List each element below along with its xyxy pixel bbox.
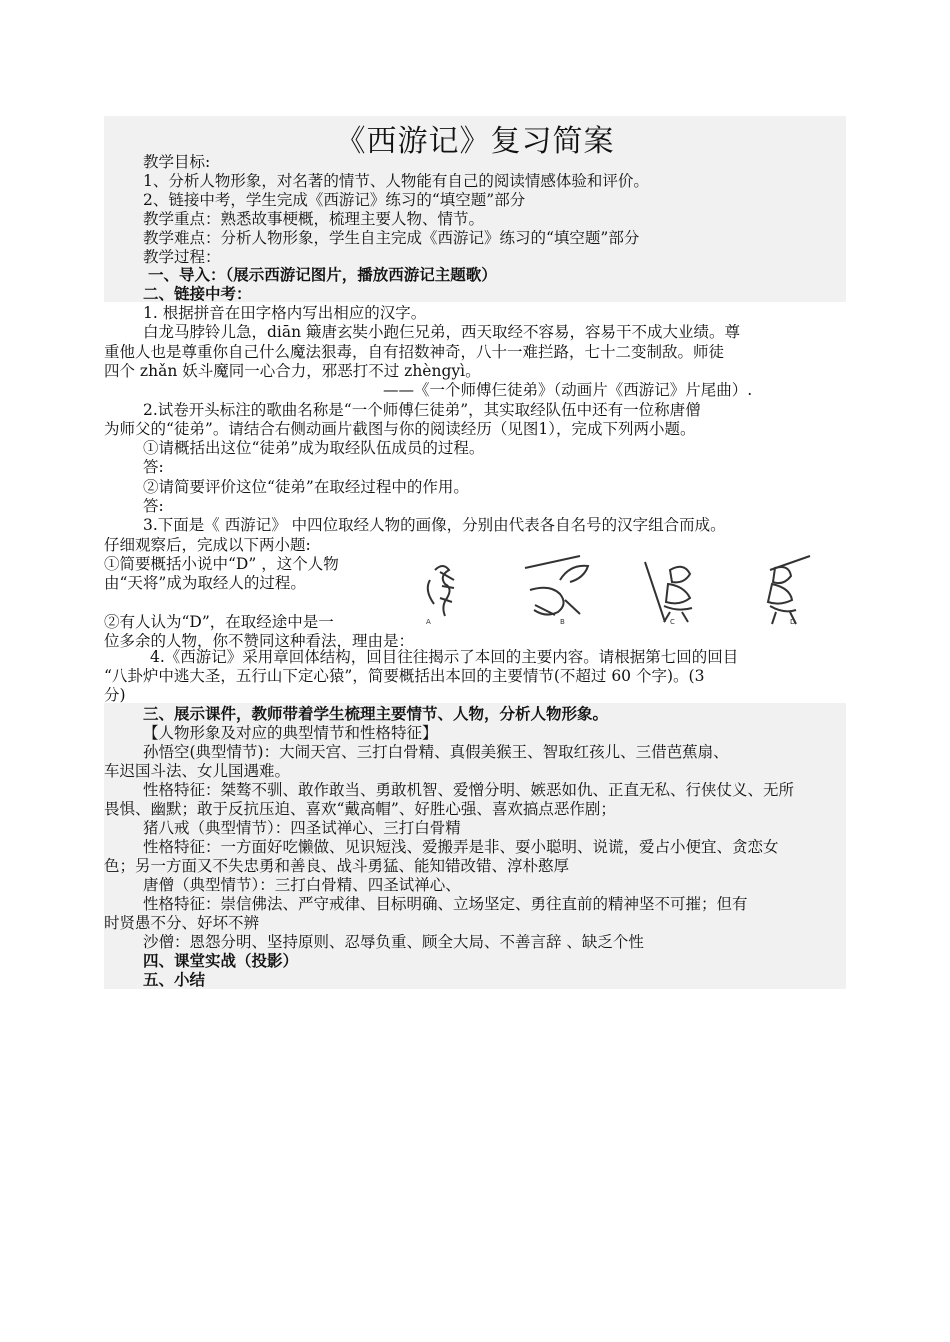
q2-sub-1: ①请概括出这位“徒弟”成为取经队伍成员的过程。 — [143, 439, 485, 457]
bajie-trait-line-2: 色；另一方面又不失忠勇和善良、战斗勇猛、能知错改错、淳朴憨厚 — [104, 857, 570, 875]
q2-line-2: 为师父的“徒弟”。请结合右侧动画片截图与你的阅读经历（见图1），完成下列两小题。 — [104, 420, 696, 438]
q1-prompt: 1. 根据拼音在田字格内写出相应的汉字。 — [143, 304, 427, 322]
q3-sub-2-a: ②有人认为“D”，在取经途中是一 — [104, 613, 334, 631]
wukong-plot-line-1: 孙悟空(典型情节)：大闹天宫、三打白骨精、真假美猴王、智取红孩儿、三借芭蕉扇、 — [143, 743, 729, 761]
figure-c-drawing — [645, 562, 692, 622]
section-1-heading: 一、导入：（展示西游记图片，播放西游记主题歌） — [148, 266, 497, 284]
figure-b-drawing — [525, 556, 588, 615]
q4-line-1: 4.《西游记》采用章回体结构，回目往往揭示了本回的主要内容。请根据第七回的回目 — [150, 648, 739, 666]
figure-label-b: B — [560, 618, 565, 626]
q3-sub-2-b: 位多余的人物，你不赞同这种看法，理由是： — [104, 632, 415, 650]
section-5-heading: 五、小结 — [143, 971, 206, 989]
q3-sub-1-a: ①简要概括小说中“D” ，这个人物 — [104, 555, 339, 573]
figure-a-drawing — [428, 566, 454, 616]
objectives-heading: 教学目标: — [143, 153, 211, 171]
tangseng-trait-line-1: 性格特征：崇信佛法、严守戒律、目标明确、立场坚定、勇往直前的精神坚不可摧；但有 — [143, 895, 748, 913]
q3-line-1: 3.下面是《 西游记》 中四位取经人物的画像，分别由代表各自名号的汉字组合而成。 — [143, 516, 726, 534]
character-figure — [420, 550, 830, 630]
section-4-heading: 四、课堂实战（投影） — [143, 952, 299, 970]
tangseng-plot: 唐僧（典型情节）：三打白骨精、四圣试禅心、 — [143, 876, 461, 894]
figure-label-a: A — [426, 618, 431, 626]
figure-label-c: C — [670, 618, 675, 626]
bajie-trait-line-1: 性格特征：一方面好吃懒做、见识短浅、爱搬弄是非、耍小聪明、说谎，爱占小便宜、贪恋女 — [143, 838, 779, 856]
teaching-process: 教学过程： — [143, 248, 221, 266]
wukong-trait-line-2: 畏惧、幽默；敢于反抗压迫、喜欢“戴高帽”、好胜心强、喜欢搞点恶作剧； — [104, 800, 616, 818]
q3-sub-1-b: 由“天将”成为取经人的过程。 — [104, 574, 306, 592]
teaching-difficulty: 教学难点：分析人物形象，学生自主完成《西游记》练习的“填空题”部分 — [143, 229, 640, 247]
q1-lyric-line-3: 四个 zhǎn 妖斗魔同一心合力，邪恶打不过 zhèngyì。 — [104, 362, 481, 380]
figure-label-d: D — [790, 618, 796, 626]
teaching-focus: 教学重点：熟悉故事梗概，梳理主要人物、情节。 — [143, 210, 485, 228]
bajie-plot: 猪八戒（典型情节）：四圣试禅心、三打白骨精 — [143, 819, 461, 837]
characters-heading: 【人物形象及对应的典型情节和性格特征】 — [143, 724, 438, 742]
q4-line-3: 分) — [104, 686, 126, 704]
q3-line-2: 仔细观察后，完成以下两小题: — [104, 536, 311, 554]
q4-line-2: “八卦炉中逃大圣，五行山下定心猿”，简要概括出本回的主要情节(不超过 60 个字)。(3 — [104, 667, 705, 685]
section-3-heading: 三、展示课件，教师带着学生梳理主要情节、人物，分析人物形象。 — [143, 705, 609, 723]
shaseng-line: 沙僧：恩怨分明、坚持原则、忍辱负重、顾全大局、不善言辞 、缺乏个性 — [143, 933, 644, 951]
q1-lyric-line-2: 重他人也是尊重你自己什么魔法狠毒，自有招数神奇，八十一难拦路，七十二变制敌。师徒 — [104, 343, 725, 361]
q2-sub-2: ②请简要评价这位“徒弟”在取经过程中的作用。 — [143, 478, 469, 496]
section-2-heading: 二、链接中考： — [143, 285, 252, 303]
q2-answer-2: 答: — [143, 497, 164, 515]
figure-d-drawing — [768, 556, 810, 624]
objective-item-1: 1、分析人物形象，对名著的情节、人物能有自己的阅读情感体验和评价。 — [143, 172, 649, 190]
page-title: 《西游记》复习简案 — [335, 124, 615, 159]
wukong-trait-line-1: 性格特征：桀骜不驯、敢作敢当、勇敢机智、爱憎分明、嫉恶如仇、正直无私、行侠仗义、无所 — [143, 781, 795, 799]
q1-source: ——《一个师傅仨徒弟》（动画片《西游记》片尾曲）. — [383, 381, 753, 399]
q1-lyric-line-1: 白龙马脖铃儿急，diān 簸唐玄奘小跑仨兄弟，西天取经不容易，容易干不成大业绩。尊 — [143, 323, 741, 341]
objective-item-2: 2、链接中考，学生完成《西游记》练习的“填空题”部分 — [143, 191, 526, 209]
tangseng-trait-line-2: 时贤愚不分、好坏不辨 — [104, 914, 260, 932]
q2-answer-1: 答: — [143, 458, 164, 476]
q2-line-1: 2.试卷开头标注的歌曲名称是“一个师傅仨徒弟”，其实取经队伍中还有一位称唐僧 — [143, 401, 701, 419]
wukong-plot-line-2: 车迟国斗法、女儿国遇难。 — [104, 762, 291, 780]
